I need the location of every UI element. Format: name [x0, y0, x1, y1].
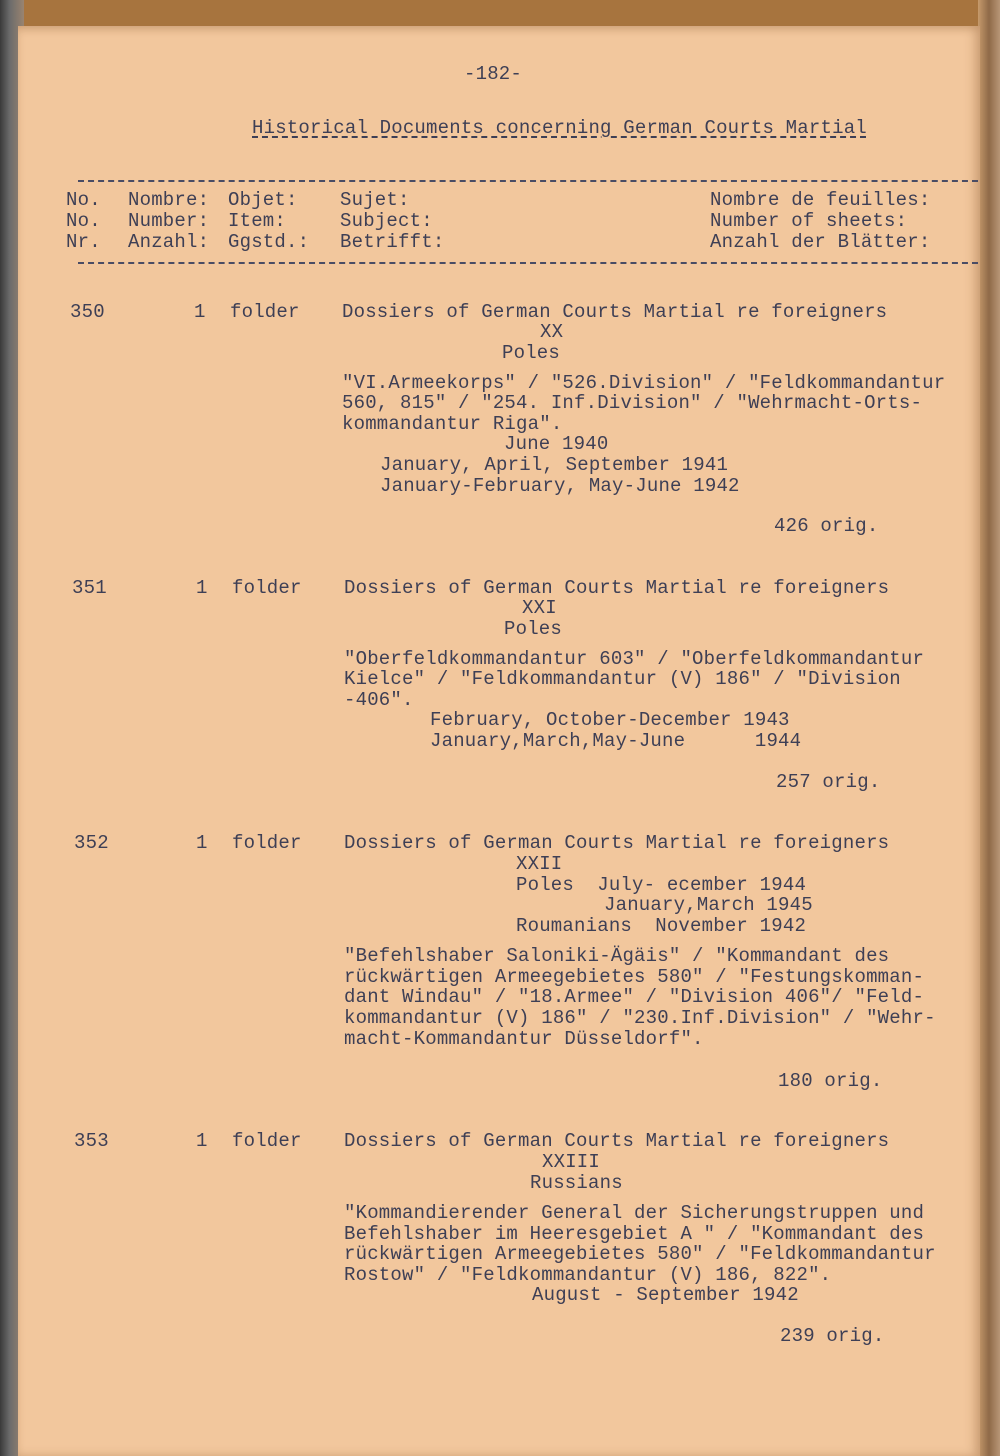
entry-units-line: kommandantur Riga". — [342, 413, 563, 435]
entry-item: folder — [232, 832, 302, 854]
entry-subject-line: Dossiers of German Courts Martial re foreigners — [344, 577, 890, 599]
entry-units-line: dant Windau" / "18.Armee" / "Division 406"/ "Feld- — [344, 986, 925, 1008]
entry-units-line: "Kommandierender General der Sicherungstruppen und — [344, 1202, 925, 1224]
entry-item: folder — [232, 577, 302, 599]
document-title: Historical Documents concerning German Courts Martial — [252, 117, 867, 139]
entry-date-line: June 1940 — [504, 433, 609, 455]
entry-volume: XXIII — [542, 1151, 601, 1173]
entry-subject-line: Dossiers of German Courts Martial re foreigners — [342, 301, 888, 323]
entry-group: Roumanians November 1942 — [516, 915, 807, 937]
entry-group: Poles — [504, 618, 563, 640]
header-number-de: Anzahl: — [128, 231, 210, 253]
header-subject-fr: Sujet: — [340, 189, 410, 211]
header-number-fr: Nombre: — [128, 189, 210, 211]
entry-date-line: January,March,May-June 1944 — [430, 730, 802, 752]
header-item-en: Item: — [228, 210, 287, 232]
entry-units-line: "Befehlshaber Saloniki-Ägäis" / "Kommandant des — [344, 945, 890, 967]
header-sheets-de: Anzahl der Blätter: — [710, 231, 931, 253]
entry-number: 350 — [70, 301, 105, 323]
header-item-de: Ggstd.: — [228, 231, 310, 253]
header-no-en: No. — [66, 210, 101, 232]
header-subject-en: Subject: — [340, 210, 433, 232]
header-sheets-en: Number of sheets: — [710, 210, 908, 232]
entry-number: 351 — [72, 577, 107, 599]
entry-count: 1 — [196, 1130, 208, 1152]
entry-group: Russians — [530, 1172, 623, 1194]
entry-count: 1 — [196, 832, 208, 854]
entry-sheets: 426 orig. — [774, 515, 879, 537]
entry-units-line: rückwärtigen Armeegebietes 580" / "Feldkommandantur — [344, 1243, 936, 1265]
entry-volume: XXII — [516, 853, 563, 875]
header-no-fr: No. — [66, 189, 101, 211]
entry-sheets: 180 orig. — [778, 1070, 883, 1092]
entry-sheets: 239 orig. — [780, 1325, 885, 1347]
entry-volume: XX — [540, 321, 564, 343]
entry-units-line: Rostow" / "Feldkommandantur (V) 186, 822". — [344, 1264, 832, 1286]
page-number: -182- — [464, 63, 523, 85]
entry-units-line: rückwärtigen Armeegebietes 580" / "Festungskomman- — [344, 966, 925, 988]
header-sheets-fr: Nombre de feuilles: — [710, 189, 931, 211]
document-page — [18, 26, 980, 1456]
page-binding-edge — [978, 0, 1000, 1456]
entry-item: folder — [232, 1130, 302, 1152]
entry-date-line: August - September 1942 — [532, 1284, 799, 1306]
entry-number: 353 — [74, 1130, 109, 1152]
entry-subject-line: Dossiers of German Courts Martial re foreigners — [344, 1130, 890, 1152]
header-item-fr: Objet: — [228, 189, 298, 211]
header-top-rule — [78, 180, 978, 182]
header-no-de: Nr. — [66, 231, 101, 253]
entry-units-line: 560, 815" / "254. Inf.Division" / "Wehrmacht-Orts- — [342, 392, 923, 414]
entry-sheets: 257 orig. — [776, 771, 881, 793]
entry-date-line: February, October-December 1943 — [430, 709, 790, 731]
entry-units-line: -406". — [344, 689, 414, 711]
entry-units-line: kommandantur (V) 186" / "230.Inf.Division" / "Wehr- — [344, 1007, 936, 1029]
entry-date-line: January-February, May-June 1942 — [380, 475, 740, 497]
entry-group: Poles — [502, 342, 561, 364]
entry-volume: XXI — [522, 597, 557, 619]
entry-count: 1 — [194, 301, 206, 323]
entry-units-line: "VI.Armeekorps" / "526.Division" / "Feldkommandantur — [342, 372, 946, 394]
entry-date-line: January,March 1945 — [604, 894, 813, 916]
header-subject-de: Betrifft: — [340, 231, 445, 253]
entry-group: Poles July- ecember 1944 — [516, 874, 807, 896]
entry-count: 1 — [196, 577, 208, 599]
entry-units-line: macht-Kommandantur Düsseldorf". — [344, 1028, 704, 1050]
header-number-en: Number: — [128, 210, 210, 232]
entry-units-line: "Oberfeldkommandantur 603" / "Oberfeldkommandantur — [344, 648, 925, 670]
entry-number: 352 — [74, 832, 109, 854]
entry-item: folder — [230, 301, 300, 323]
entry-date-line: January, April, September 1941 — [380, 454, 729, 476]
entry-units-line: Kielce" / "Feldkommandantur (V) 186" / "Division — [344, 668, 901, 690]
entry-units-line: Befehlshaber im Heeresgebiet A " / "Kommandant des — [344, 1223, 925, 1245]
entry-subject-line: Dossiers of German Courts Martial re foreigners — [344, 832, 890, 854]
header-bottom-rule — [78, 262, 978, 264]
